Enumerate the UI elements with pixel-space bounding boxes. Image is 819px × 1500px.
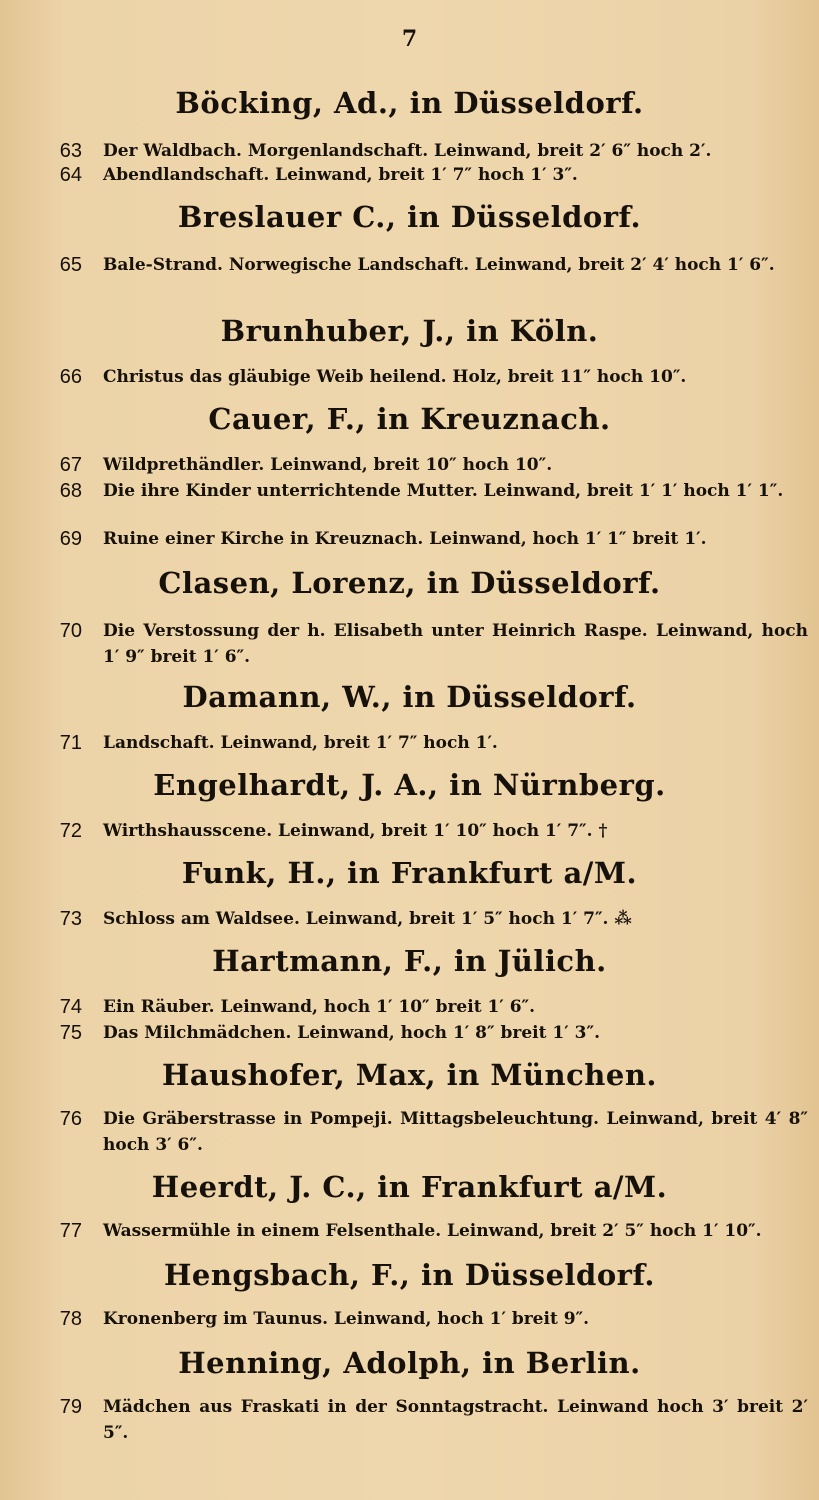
entry-text: Wildprethändler. Leinwand, breit 10″ hoch 10″.: [103, 455, 553, 475]
entry-number: 72: [59, 820, 82, 842]
entry-number: 75: [59, 1022, 82, 1044]
artist-heading: Funk, H., in Frankfurt a/M.: [181, 856, 638, 890]
artist-heading: Cauer, F., in Kreuznach.: [208, 402, 611, 436]
artist-heading: Breslauer C., in Düsseldorf.: [177, 200, 642, 234]
artist-heading: Heerdt, J. C., in Frankfurt a/M.: [151, 1170, 668, 1204]
artist-heading: Böcking, Ad., in Düsseldorf.: [175, 86, 644, 120]
entry-number: 64: [59, 164, 82, 186]
entry-text: Wassermühle in einem Felsenthale. Leinwand, breit 2′ 5″ hoch 1′ 10″.: [103, 1221, 762, 1241]
entry-number: 73: [59, 908, 82, 930]
entry-text: Ruine einer Kirche in Kreuznach. Leinwand, hoch 1′ 1″ breit 1′.: [103, 529, 707, 549]
artist-heading: Hartmann, F., in Jülich.: [212, 944, 607, 978]
entry-text: Ein Räuber. Leinwand, hoch 1′ 10″ breit 1′ 6″.: [103, 997, 536, 1017]
artist-heading: Clasen, Lorenz, in Düsseldorf.: [158, 566, 661, 600]
entry-number: 65: [59, 254, 82, 276]
entry-text: Mädchen aus Fraskati in der Sonntagstracht. Leinwand hoch 3′ breit 2′ 5″.: [103, 1397, 808, 1443]
page-number: 7: [401, 26, 418, 52]
entry-number: 79: [59, 1396, 82, 1418]
entry-number: 76: [59, 1108, 82, 1130]
entry-text: Abendlandschaft. Leinwand, breit 1′ 7″ hoch 1′ 3″.: [103, 165, 578, 185]
entry-text: Der Waldbach. Morgenlandschaft. Leinwand, breit 2′ 6″ hoch 2′.: [103, 141, 712, 161]
entry-text: Christus das gläubige Weib heilend. Holz, breit 11″ hoch 10″.: [103, 367, 687, 387]
entry-text: Kronenberg im Taunus. Leinwand, hoch 1′ breit 9″.: [103, 1309, 590, 1329]
entry-number: 68: [59, 480, 82, 502]
entry-number: 67: [59, 454, 82, 476]
entry-number: 63: [59, 140, 82, 162]
entry-text: Schloss am Waldsee. Leinwand, breit 1′ 5″ hoch 1′ 7″. ⁂: [103, 909, 632, 929]
artist-heading: Haushofer, Max, in München.: [161, 1058, 658, 1092]
entry-number: 70: [59, 620, 82, 642]
entry-number: 69: [59, 528, 82, 550]
entry-text: Landschaft. Leinwand, breit 1′ 7″ hoch 1′.: [103, 733, 498, 753]
entry-number: 66: [59, 366, 82, 388]
artist-heading: Henning, Adolph, in Berlin.: [178, 1346, 641, 1380]
entry-number: 77: [59, 1220, 82, 1242]
entry-text: Die Gräberstrasse in Pompeji. Mittagsbeleuchtung. Leinwand, breit 4′ 8″ hoch 3′ 6″.: [103, 1109, 808, 1155]
artist-heading: Engelhardt, J. A., in Nürnberg.: [153, 768, 666, 802]
entry-text: Bale-Strand. Norwegische Landschaft. Leinwand, breit 2′ 4′ hoch 1′ 6″.: [103, 255, 775, 275]
entry-number: 74: [59, 996, 82, 1018]
entry-text: Das Milchmädchen. Leinwand, hoch 1′ 8″ breit 1′ 3″.: [103, 1023, 600, 1043]
entry-text: Die Verstossung der h. Elisabeth unter Heinrich Raspe. Leinwand, hoch 1′ 9″ breit 1′ 6″.: [103, 621, 808, 667]
entry-number: 78: [59, 1308, 82, 1330]
entry-text: Wirthshausscene. Leinwand, breit 1′ 10″ hoch 1′ 7″. †: [103, 821, 608, 841]
artist-heading: Damann, W., in Düsseldorf.: [182, 680, 637, 714]
entry-text: Die ihre Kinder unterrichtende Mutter. Leinwand, breit 1′ 1′ hoch 1′ 1″.: [103, 481, 784, 501]
artist-heading: Brunhuber, J., in Köln.: [220, 314, 599, 348]
entry-number: 71: [59, 732, 82, 754]
artist-heading: Hengsbach, F., in Düsseldorf.: [164, 1258, 655, 1292]
